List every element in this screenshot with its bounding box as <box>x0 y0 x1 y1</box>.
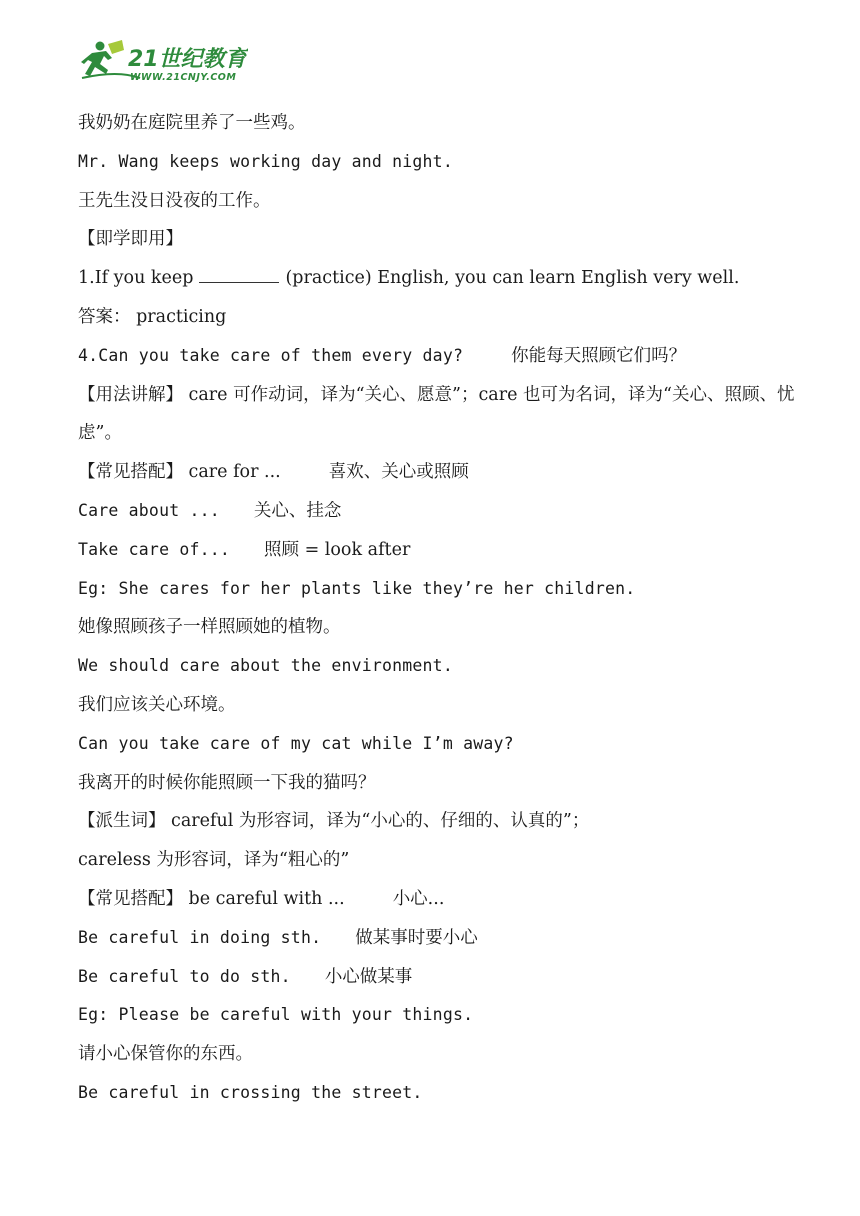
derivative-line: careless 为形容词，译为“粗心的” <box>78 850 350 871</box>
exercise-prefix: 1.If you keep <box>78 268 194 289</box>
example-zh: 我们应该关心环境。 <box>78 694 236 715</box>
logo-url: WWW.21CNJY.COM <box>130 72 237 83</box>
collocation-line <box>78 919 798 958</box>
example-zh: 她像照顾孩子一样照顾她的植物。 <box>78 617 341 638</box>
section-heading: 【即学即用】 <box>78 229 183 250</box>
text-line: 王先生没日没夜的工作。 <box>78 190 271 211</box>
document-body <box>78 104 798 1113</box>
example-zh: 我离开的时候你能照顾一下我的猫吗？ <box>78 772 376 793</box>
text-line <box>78 337 798 376</box>
collocation-en: 【常见搭配】 be careful with ... <box>78 888 345 909</box>
collocation-line <box>78 492 798 531</box>
collocation-en: 【常见搭配】 care for ... <box>78 462 281 483</box>
site-logo <box>78 38 248 84</box>
collocation-en: Be careful to do sth. <box>78 966 291 986</box>
logo-graphic <box>78 38 248 84</box>
text-line: 我奶奶在庭院里养了一些鸡。 <box>78 113 306 133</box>
collocation-en: Care about ... <box>78 500 220 520</box>
collocation-zh: 做某事时要小心 <box>355 927 478 948</box>
collocation-zh: 关心、挂念 <box>253 500 342 521</box>
sentence-zh: 你能每天照顾它们吗？ <box>511 345 687 366</box>
exercise-suffix: (practice) English, you can learn English very well. <box>285 268 740 289</box>
collocation-en: Take care of... <box>78 539 231 559</box>
exercise-line <box>78 259 798 298</box>
example-zh: 请小心保管你的东西。 <box>78 1044 253 1065</box>
example-en: Eg: Please be careful with your things. <box>78 1005 474 1025</box>
sentence-en: 4.Can you take care of them every day? <box>78 345 464 365</box>
text-line: Mr. Wang keeps working day and night. <box>78 151 453 171</box>
example-en: Can you take care of my cat while I’m away? <box>78 733 514 753</box>
answer-blank <box>199 268 279 283</box>
collocation-zh: 喜欢、关心或照顾 <box>328 462 469 483</box>
collocation-en: Be careful in doing sth. <box>78 927 322 947</box>
collocation-zh: 小心做某事 <box>324 966 413 987</box>
collocation-line <box>78 531 798 570</box>
logo-text: 21世纪教育 <box>128 47 247 72</box>
collocation-zh: 小心... <box>392 888 445 909</box>
answer-line: 答案： practicing <box>78 306 227 327</box>
collocation-line <box>78 453 798 492</box>
usage-explanation: 【用法讲解】 care 可作动词，译为“关心、愿意”；care 也可为名词，译为“关心、照顾、忧虑”。 <box>78 384 795 444</box>
collocation-line <box>78 958 798 997</box>
example-en: We should care about the environment. <box>78 656 453 676</box>
derivative-line: 【派生词】 careful 为形容词，译为“小心的、仔细的、认真的”； <box>78 811 590 832</box>
collocation-zh: 照顾 = look after <box>264 539 411 560</box>
example-en: Eg: She cares for her plants like they’re her children. <box>78 578 636 598</box>
example-en: Be careful in crossing the street. <box>78 1082 423 1102</box>
collocation-line <box>78 880 798 919</box>
